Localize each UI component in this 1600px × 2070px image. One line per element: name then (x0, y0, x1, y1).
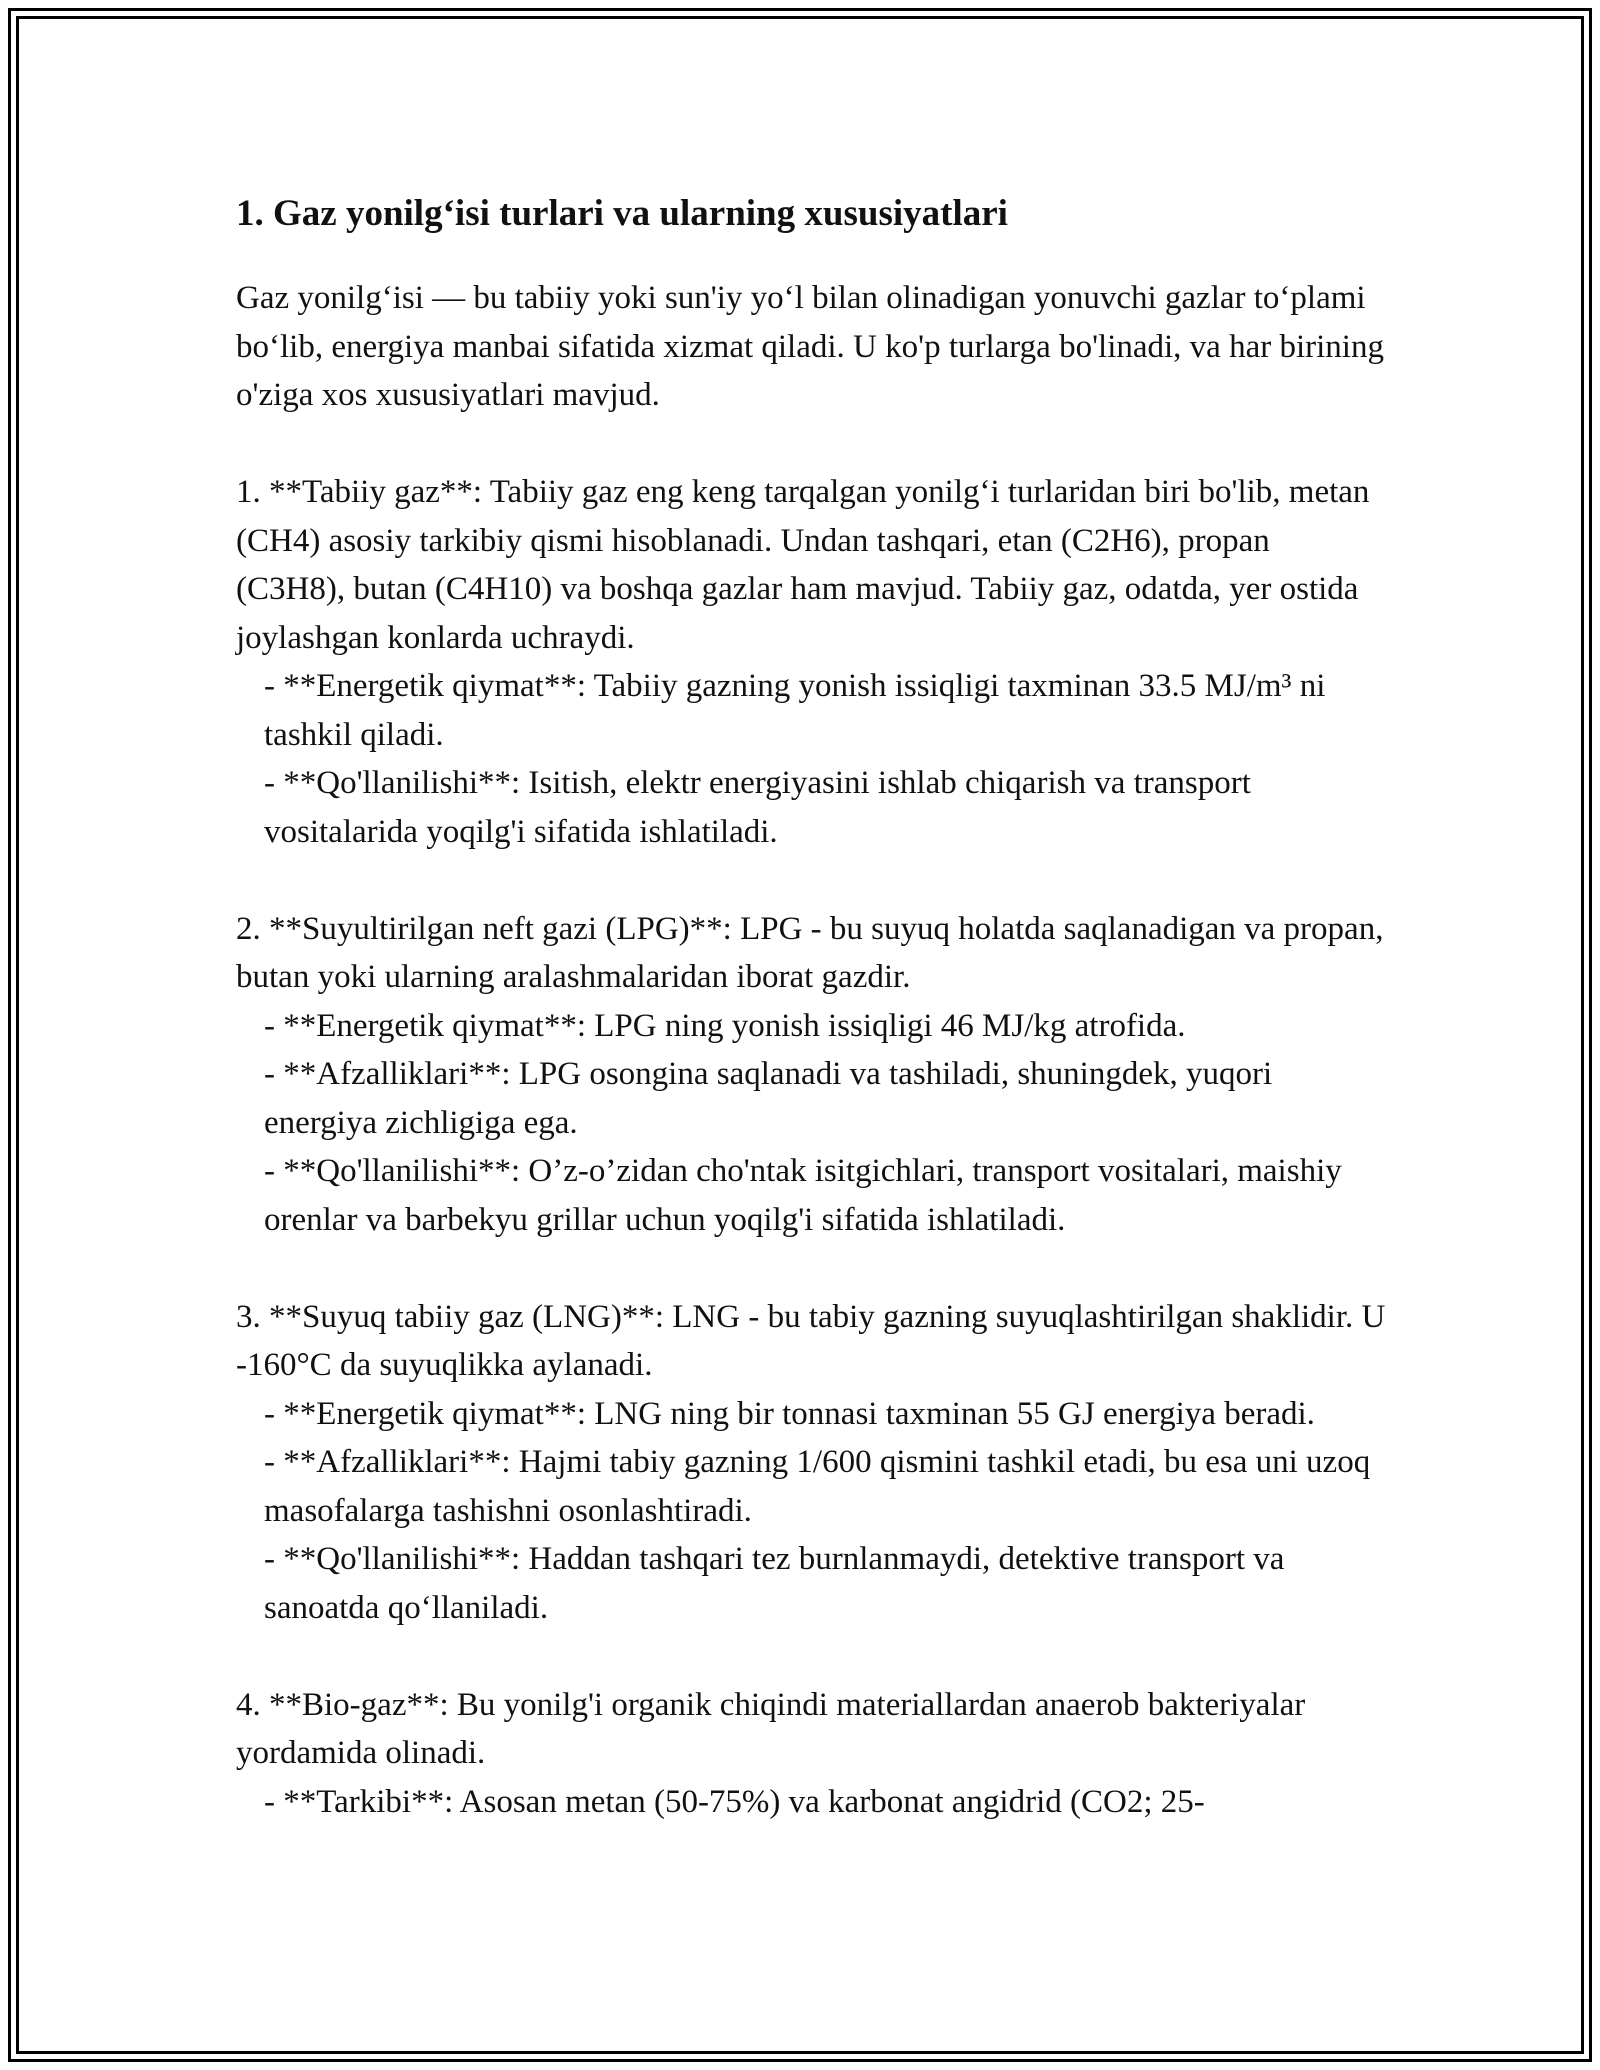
section-lng (236, 1293, 1386, 1633)
paragraph-gap (236, 420, 1386, 469)
intro-paragraph: Gaz yonilg‘isi — bu tabiiy yoki sun'iy yo‘l bilan olinadigan yonuvchi gazlar to‘plami bo‘lib, energiya manbai sifatida xizmat qiladi. U ko'p turlarga bo'linadi, va har birining o'ziga xos xususiyatlari mavjud. (236, 280, 1384, 413)
paragraph-gap (236, 1244, 1386, 1293)
document-body (236, 186, 1386, 1826)
paragraph-gap (236, 856, 1386, 905)
section-item: - **Afzalliklari**: LPG osongina saqlanadi va tashiladi, shuningdek, yuqori energiya zichligiga ega. (264, 1056, 1273, 1141)
section-item: - **Tarkibi**: Asosan metan (50-75%) va karbonat angidrid (CO2; 25- (264, 1783, 1205, 1820)
section-item: - **Energetik qiymat**: Tabiiy gazning yonish issiqligi taxminan 33.5 MJ/m³ ni tashkil qiladi. (264, 668, 1326, 753)
section-heading: 1. **Tabiiy gaz**: Tabiiy gaz eng keng tarqalgan yonilg‘i turlaridan biri bo'lib, metan (CH4) asosiy tarkibiy qismi hisoblanadi. Undan tashqari, etan (C2H6), propan (C3H8), butan (C4H10) va boshqa gazlar ham mavjud. Tabiiy gaz, odatda, yer ostida joylashgan konlarda uchraydi. (236, 474, 1370, 656)
section-lpg (236, 905, 1386, 1245)
section-item: - **Qo'llanilishi**: Isitish, elektr energiyasini ishlab chiqarish va transport vositalarida yoqilg'i sifatida ishlatiladi. (264, 765, 1251, 850)
section-heading: 4. **Bio-gaz**: Bu yonilg'i organik chiqindi materiallardan anaerob bakteriyalar yordamida olinadi. (236, 1686, 1306, 1771)
section-heading: 2. **Suyultirilgan neft gazi (LPG)**: LPG - bu suyuq holatda saqlanadigan va propan, butan yoki ularning aralashmalaridan iborat gazdir. (236, 910, 1384, 995)
section-biogas (236, 1681, 1386, 1827)
section-item: - **Afzalliklari**: Hajmi tabiy gazning 1/600 qismini tashkil etadi, bu esa uni uzoq masofalarga tashishni osonlashtiradi. (264, 1444, 1371, 1529)
section-item: - **Energetik qiymat**: LPG ning yonish issiqligi 46 MJ/kg atrofida. (264, 1007, 1186, 1044)
paragraph-gap (236, 1632, 1386, 1681)
section-heading: 3. **Suyuq tabiiy gaz (LNG)**: LNG - bu tabiy gazning suyuqlashtirilgan shaklidir. U -160°C da suyuqlikka aylanadi. (236, 1298, 1386, 1383)
section-item: - **Qo'llanilishi**: O’z-o’zidan cho'ntak isitgichlari, transport vositalari, maishiy orenlar va barbekyu grillar uchun yoqilg'i sifatida ishlatiladi. (264, 1153, 1342, 1238)
section-item: - **Energetik qiymat**: LNG ning bir tonnasi taxminan 55 GJ energiya beradi. (264, 1395, 1315, 1432)
section-natural-gas (236, 468, 1386, 856)
section-item: - **Qo'llanilishi**: Haddan tashqari tez burnlanmaydi, detektive transport va sanoatda qo‘llaniladi. (264, 1541, 1285, 1626)
document-title: 1. Gaz yonilg‘isi turlari va ularning xususiyatlari (236, 193, 1008, 234)
